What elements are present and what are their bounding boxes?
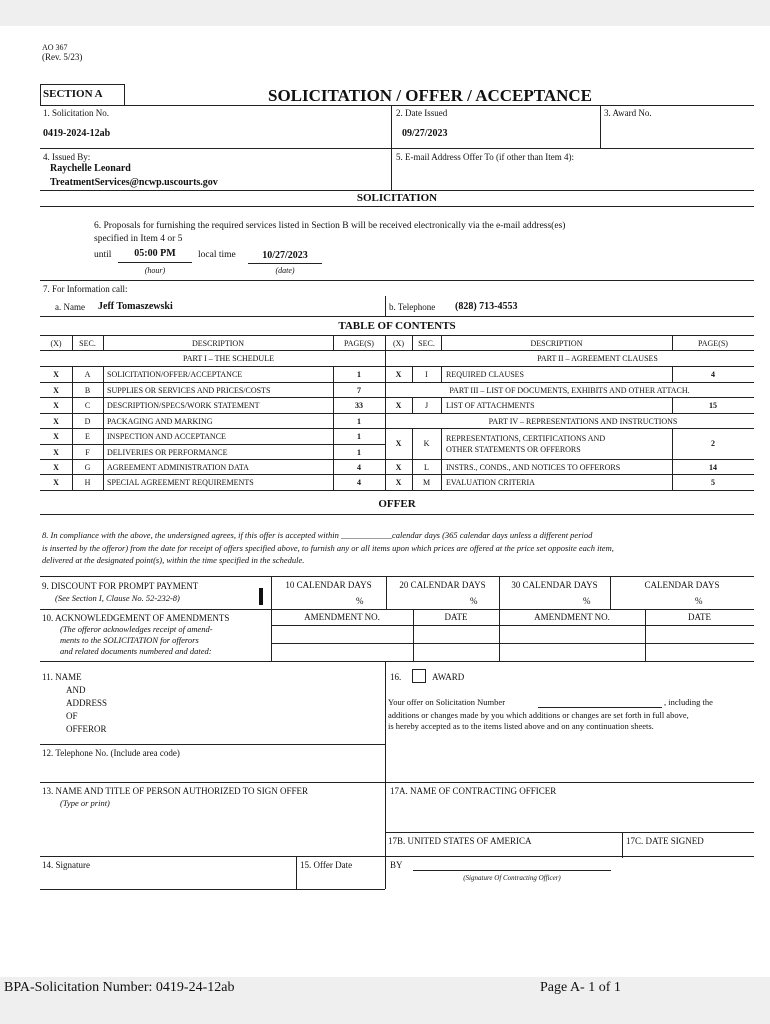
toc-row-m-x: X	[395, 478, 402, 487]
toc-row-m-pages: 5	[711, 478, 715, 487]
toc-row-b-pages: 7	[357, 386, 361, 395]
offeror-phone-label: 12. Telephone No. (Include area code)	[42, 748, 180, 758]
toc-row-g-x: X	[53, 463, 59, 472]
offeror-name-label-5: OFFEROR	[66, 724, 107, 734]
issued-by-label: 4. Issued By:	[43, 152, 91, 162]
rule	[441, 428, 442, 490]
toc-row-i-x: X	[395, 370, 402, 379]
by-label: BY	[390, 860, 403, 870]
rule	[40, 576, 754, 577]
rule	[271, 643, 754, 644]
date-issued-label: 2. Date Issued	[396, 108, 448, 118]
contracting-officer-label: 17A. NAME OF CONTRACTING OFFICER	[390, 786, 557, 796]
info-name-label: a. Name	[55, 302, 85, 312]
text-cursor-mark	[259, 588, 263, 605]
ack-label: 10. ACKNOWLEDGEMENT OF AMENDMENTS	[42, 613, 230, 623]
discount-30-pct: %	[583, 596, 591, 606]
toc-part3: PART III – LIST OF DOCUMENTS, EXHIBITS AND OTHER ATTACH.	[449, 386, 690, 395]
toc-part1: PART I – THE SCHEDULE	[183, 354, 274, 363]
toc-row-h-desc: SPECIAL AGREEMENT REQUIREMENTS	[107, 478, 254, 487]
toc-row-h-x: X	[53, 478, 59, 487]
rule	[385, 296, 386, 316]
award-text-1b: , including the	[664, 697, 713, 707]
toc-row-k-sec: K	[423, 439, 430, 448]
discount-20-days: 20 CALENDAR DAYS	[399, 580, 486, 590]
amendment-date-header-2: DATE	[688, 612, 711, 622]
award-checkbox[interactable]	[412, 669, 426, 683]
toc-row-c-sec: C	[84, 401, 91, 410]
form-title: SOLICITATION / OFFER / ACCEPTANCE	[268, 86, 592, 105]
discount-10-days: 10 CALENDAR DAYS	[285, 580, 372, 590]
item6-line1: 6. Proposals for furnishing the required services listed in Section B will be received electronically via the e-mail address(es)	[94, 221, 566, 231]
toc-row-e-desc: INSPECTION AND ACCEPTANCE	[107, 432, 226, 441]
award-text-3: is hereby accepted as to the items listed above and on any continuation sheets.	[388, 721, 654, 731]
rule	[385, 832, 754, 833]
rule	[40, 459, 754, 460]
discount-20-pct: %	[470, 596, 478, 606]
offer-date-label: 15. Offer Date	[300, 860, 353, 870]
toc-row-d-desc: PACKAGING AND MARKING	[107, 417, 213, 426]
award-no-label: 3. Award No.	[604, 108, 652, 118]
toc-heading: TABLE OF CONTENTS	[338, 320, 456, 332]
discount-30-days: 30 CALENDAR DAYS	[511, 580, 598, 590]
toc-header-sec: SEC.	[79, 339, 96, 348]
offeror-name-label-1: 11. NAME	[42, 672, 82, 682]
amendment-no-header-1: AMENDMENT NO.	[304, 612, 380, 622]
toc-row-e-x: X	[53, 432, 59, 441]
rule	[103, 366, 104, 490]
signer-label: 13. NAME AND TITLE OF PERSON AUTHORIZED TO SIGN OFFER	[42, 786, 309, 796]
rule	[441, 366, 442, 382]
toc-header-pages: PAGE(S)	[344, 339, 374, 348]
toc-row-k-pages: 2	[711, 439, 715, 448]
toc-row-e-pages: 1	[357, 432, 361, 441]
rule	[40, 350, 754, 351]
rule	[391, 105, 392, 190]
date-caption: (date)	[275, 266, 295, 275]
rule	[296, 856, 297, 889]
toc-row-c-desc: DESCRIPTION/SPECS/WORK STATEMENT	[107, 401, 260, 410]
rule	[40, 366, 754, 367]
toc-row-e-sec: E	[85, 432, 90, 441]
offer-heading: OFFER	[378, 498, 416, 510]
award-number-label: 16.	[390, 672, 402, 682]
toc-header-x-right: (X)	[392, 339, 405, 348]
date-signed-label: 17C. DATE SIGNED	[626, 836, 704, 846]
award-text-2: additions or changes made by you which additions or changes are set forth in full above,	[388, 710, 689, 720]
info-phone-label: b. Telephone	[389, 302, 436, 312]
rule	[385, 661, 386, 889]
viewer-top-band	[0, 0, 770, 26]
footer-solicitation-number: BPA-Solicitation Number: 0419-24-12ab	[4, 980, 235, 995]
toc-row-k-x: X	[395, 439, 402, 448]
rule	[40, 335, 754, 336]
discount-label: 9. DISCOUNT FOR PROMPT PAYMENT	[42, 581, 199, 591]
toc-row-j-x: X	[395, 401, 402, 410]
toc-row-c-x: X	[53, 401, 59, 410]
toc-row-a-desc: SOLICITATION/OFFER/ACCEPTANCE	[107, 370, 243, 379]
amendment-date-header-1: DATE	[444, 612, 468, 622]
solicitation-no-value: 0419-2024-12ab	[43, 128, 111, 139]
toc-row-d-x: X	[53, 417, 59, 426]
toc-row-k-desc1: REPRESENTATIONS, CERTIFICATIONS AND	[446, 434, 606, 443]
rule	[413, 870, 611, 871]
info-call-label: 7. For Information call:	[43, 284, 128, 294]
toc-part2: PART II – AGREEMENT CLAUSES	[537, 354, 658, 363]
revision-date: (Rev. 5/23)	[42, 52, 83, 62]
issued-by-name: Raychelle Leonard	[50, 163, 131, 174]
rule	[40, 490, 754, 491]
offeror-name-label-3: ADDRESS	[66, 698, 108, 708]
rule	[40, 856, 754, 857]
toc-row-d-sec: D	[84, 417, 91, 426]
toc-row-m-sec: M	[422, 478, 431, 487]
discount-other-pct: %	[695, 596, 703, 606]
toc-row-j-desc: LIST OF ATTACHMENTS	[446, 401, 535, 410]
discount-10-pct: %	[356, 596, 364, 606]
signer-note: (Type or print)	[60, 798, 110, 808]
rule	[248, 263, 322, 264]
item8-line1: 8. In compliance with the above, the undersigned agrees, if this offer is accepted within ____________calendar days (365 calendar days unless a different period	[42, 530, 593, 540]
toc-row-h-pages: 4	[357, 478, 361, 487]
section-label: SECTION A	[43, 88, 103, 100]
toc-row-f-desc: DELIVERIES OR PERFORMANCE	[107, 448, 228, 457]
rule	[40, 474, 754, 475]
toc-row-f-pages: 1	[357, 448, 361, 457]
amendment-no-header-2: AMENDMENT NO.	[534, 612, 610, 622]
toc-row-a-pages: 1	[357, 370, 361, 379]
rule	[600, 105, 601, 148]
rule	[441, 397, 442, 413]
toc-row-k-desc2: OTHER STATEMENTS OR OFFERORS	[446, 445, 581, 454]
toc-row-j-sec: J	[424, 401, 429, 410]
rule	[118, 262, 192, 263]
toc-row-b-desc: SUPPLIES OR SERVICES AND PRICES/COSTS	[107, 386, 271, 395]
form-code: AO 367	[42, 44, 68, 50]
offeror-name-label-2: AND	[66, 685, 86, 695]
toc-row-j-pages: 15	[709, 401, 717, 410]
toc-header-sec-right: SEC.	[418, 339, 435, 348]
item8-line2: is inserted by the offeror) from the date for receipt of offers specified above, to furnish any or all items upon which prices are offered at the price set opposite each item,	[42, 543, 614, 553]
rule	[40, 609, 754, 610]
info-phone-value: (828) 713-4553	[455, 301, 518, 312]
rule	[40, 280, 754, 281]
issued-by-email: TreatmentServices@ncwp.uscourts.gov	[50, 177, 218, 188]
rule	[40, 413, 754, 414]
ack-line2: ments to the SOLICITATION for offerors	[60, 635, 199, 645]
discount-other-days: CALENDAR DAYS	[644, 580, 720, 590]
item8-line3: delivered at the designated point(s), within the time specified in the schedule.	[42, 555, 305, 565]
toc-row-i-desc: REQUIRED CLAUSES	[446, 370, 525, 379]
rule	[40, 190, 754, 191]
rule	[538, 707, 662, 708]
award-word: AWARD	[432, 672, 465, 682]
info-name-value: Jeff Tomaszewski	[98, 301, 173, 312]
toc-row-g-desc: AGREEMENT ADMINISTRATION DATA	[107, 463, 249, 472]
email-offer-label: 5. E-mail Address Offer To (if other than Item 4):	[396, 152, 574, 162]
toc-row-f-sec: F	[85, 448, 90, 457]
toc-header-desc: DESCRIPTION	[191, 339, 244, 348]
rule	[40, 782, 754, 783]
rule	[271, 625, 754, 626]
hour-caption: (hour)	[144, 266, 166, 275]
ack-line1: (The offeror acknowledges receipt of amend-	[60, 624, 213, 634]
local-time-label: local time	[198, 250, 236, 260]
rule	[40, 206, 754, 207]
rule	[40, 397, 754, 398]
toc-header-pages-right: PAGE(S)	[698, 339, 728, 348]
offeror-name-label-4: OF	[66, 711, 78, 721]
item6-line2: specified in Item 4 or 5	[94, 234, 183, 244]
toc-row-g-pages: 4	[357, 463, 361, 472]
usa-label: 17B. UNITED STATES OF AMERICA	[388, 836, 532, 846]
award-text-1a: Your offer on Solicitation Number	[388, 697, 506, 707]
ack-line3: and related documents numbered and dated:	[60, 646, 212, 656]
solicitation-heading: SOLICITATION	[356, 192, 438, 204]
date-issued-value: 09/27/2023	[402, 128, 448, 139]
toc-row-g-sec: G	[84, 463, 91, 472]
toc-row-l-sec: L	[424, 463, 429, 472]
toc-row-l-pages: 14	[709, 463, 717, 472]
rule	[40, 316, 754, 317]
toc-row-m-desc: EVALUATION CRITERIA	[446, 478, 535, 487]
toc-row-d-pages: 1	[357, 417, 361, 426]
discount-reference: (See Section I, Clause No. 52-232-8)	[55, 593, 180, 603]
toc-row-b-x: X	[53, 386, 59, 395]
toc-row-l-desc: INSTRS., CONDS., AND NOTICES TO OFFERORS	[446, 463, 621, 472]
toc-header-x: (X)	[50, 339, 62, 348]
rule	[40, 514, 754, 515]
rule	[40, 105, 754, 106]
rule	[40, 661, 754, 662]
rule	[40, 744, 385, 745]
rule	[40, 148, 754, 149]
toc-row-i-sec: I	[425, 370, 428, 379]
footer-page-number: Page A- 1 of 1	[540, 980, 621, 995]
rule	[622, 832, 623, 858]
toc-row-i-pages: 4	[711, 370, 715, 379]
toc-row-h-sec: H	[84, 478, 91, 487]
rule	[40, 382, 754, 383]
co-signature-caption: (Signature Of Contracting Officer)	[463, 874, 561, 882]
rule	[40, 889, 385, 890]
toc-row-f-x: X	[53, 448, 59, 457]
until-label: until	[94, 250, 112, 260]
toc-row-b-sec: B	[84, 386, 91, 395]
toc-part4: PART IV – REPRESENTATIONS AND INSTRUCTIONS	[488, 417, 678, 426]
solicitation-no-label: 1. Solicitation No.	[43, 108, 109, 118]
toc-row-l-x: X	[395, 463, 402, 472]
toc-header-desc-right: DESCRIPTION	[530, 339, 583, 348]
deadline-time: 05:00 PM	[134, 248, 176, 259]
toc-row-a-x: X	[53, 370, 59, 379]
deadline-date: 10/27/2023	[262, 250, 308, 261]
toc-row-c-pages: 33	[355, 401, 363, 410]
toc-row-a-sec: A	[84, 370, 91, 379]
signature-label: 14. Signature	[42, 860, 90, 870]
